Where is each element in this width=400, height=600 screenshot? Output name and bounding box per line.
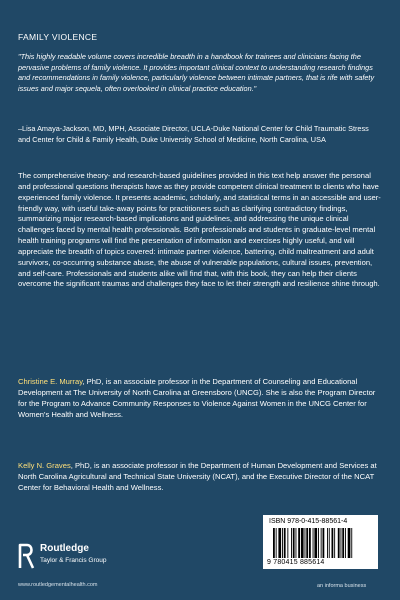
barcode [263, 515, 378, 569]
endorsement-quote: "This highly readable volume covers incredible breadth in a handbook for trainees and clinicians facing the pervasive problems of family violence. It provides important clinical context to understanding research findings and recommendations in family violence, particularly violence between intimate partners, that is rife with safety issues and major sequela, often overlooked in clinical practice education." [18, 52, 375, 93]
endorsement-attribution: –Lisa Amaya-Jackson, MD, MPH, Associate Director, UCLA-Duke National Center for Child Traumatic Stress and Center for Child & Family Health, Duke University School of Medicine, North Carolina, USA [18, 124, 369, 144]
barcode-digits: 9 780415 885614 [267, 559, 325, 566]
publisher-tagline: an informa business [317, 583, 367, 589]
category-label: FAMILY VIOLENCE [18, 32, 98, 42]
author-bio-text: , PhD, is an associate professor in the Department of Human Development and Services at North Carolina Agricultural and Technical State University (NCAT), and the Executive Director of the NCAT Center for Behavioral Health and Wellness. [18, 461, 377, 492]
author-bio-2 [18, 461, 384, 494]
publisher-name: Routledge [40, 543, 89, 554]
isbn-number: ISBN 978-0-415-88561-4 [269, 518, 348, 525]
author-name: Christine E. Murray [18, 377, 83, 386]
author-name: Kelly N. Graves [18, 461, 71, 470]
routledge-r-icon [18, 542, 36, 570]
author-bio-1 [18, 377, 384, 420]
publisher-website[interactable]: www.routledgementalhealth.com [18, 582, 98, 588]
author-bio-text: , PhD, is an associate professor in the Department of Counseling and Educational Development at The University of North Carolina at Greensboro (UNCG). She is also the Program Director for the Program to Advance Community Responses to Violence Against Women in the UNCG Center for Women's Health and Wellness. [18, 377, 376, 419]
book-description: The comprehensive theory- and research-based guidelines provided in this text help answer the personal and professional questions therapists have as they provide competent clinical treatment to clients who have experienced family violence. It presents academic, scholarly, and statistical terms in an accessible and user-friendly way, with useful take-away points for practitioners such as clarifying contradictory findings, summarizing major research-based implications and guidelines, and addressing the unique clinical challenges faced by mental health professionals. Both professionals and students in graduate-level mental health training programs will find the presentation of information and exercises highly useful, and will appreciate the breadth of topics covered: intimate partner violence, battering, child maltreatment and adult survivors, co-occurring substance abuse, the abuse of vulnerable populations, cultural issues, prevention, and self-care. Professionals and students alike will find that, with this book, they can help their clients overcome the significant traumas and challenges they face to let their strength and resilience shine through. [18, 171, 381, 289]
publisher-subtitle: Taylor & Francis Group [40, 557, 107, 564]
publisher-logo [18, 540, 148, 574]
